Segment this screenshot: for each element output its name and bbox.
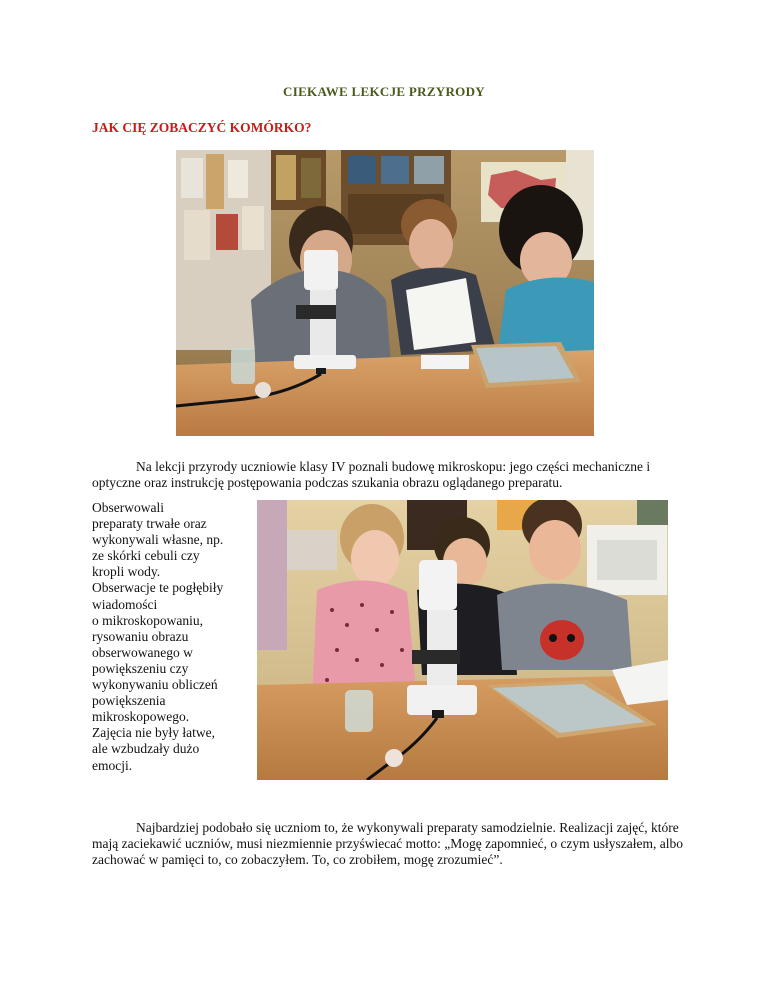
photo-children-microscope — [257, 500, 668, 780]
side-line: powiększenia — [92, 693, 166, 709]
intro-paragraph: Na lekcji przyrody uczniowie klasy IV poznali budowę mikroskopu: jego części mechaniczne i optyczne oraz instrukcję postępowania podczas szukania obrazu oglądanego preparatu. — [92, 459, 651, 490]
side-line: powiększeniu czy — [92, 660, 189, 676]
side-line: o mikroskopowaniu, — [92, 612, 203, 628]
side-column-text — [92, 500, 252, 774]
section-title: CIEKAWE LEKCJE PRZYRODY — [283, 84, 485, 99]
side-line: preparaty trwałe oraz — [92, 516, 207, 532]
side-line: ale wzbudzały dużo — [92, 741, 200, 757]
side-line: mikroskopowego. — [92, 709, 190, 725]
side-line: Obserwowali — [92, 500, 164, 515]
side-line: wykonywali własne, np. — [92, 532, 224, 548]
article-headline: JAK CIĘ ZOBACZYĆ KOMÓRKO? — [92, 120, 312, 135]
side-line: ze skórki cebuli czy — [92, 548, 200, 564]
side-line: kropli wody. — [92, 564, 161, 580]
side-line: wiadomości — [92, 596, 158, 612]
side-line: rysowaniu obrazu — [92, 628, 189, 644]
side-line: wykonywaniu obliczeń — [92, 677, 218, 693]
side-line: emocji. — [92, 757, 133, 773]
side-line: Zajęcia nie były łatwe, — [92, 725, 215, 741]
side-line: Obserwacje te pogłębiły — [92, 580, 224, 596]
side-line: obserwowanego w — [92, 644, 193, 660]
photo-students-microscope — [176, 150, 594, 436]
closing-paragraph: Najbardziej podobało się uczniom to, że wykonywali preparaty samodzielnie. Realizacji zajęć, które mają zaciekawić uczniów, musi niezmiennie przyświecać motto: „Mogę zapomnieć, o czym usłyszałem, albo zachować w pamięci to, co zobaczyłem. To, co zrobiłem, mogę zrozumieć”. — [92, 820, 684, 867]
